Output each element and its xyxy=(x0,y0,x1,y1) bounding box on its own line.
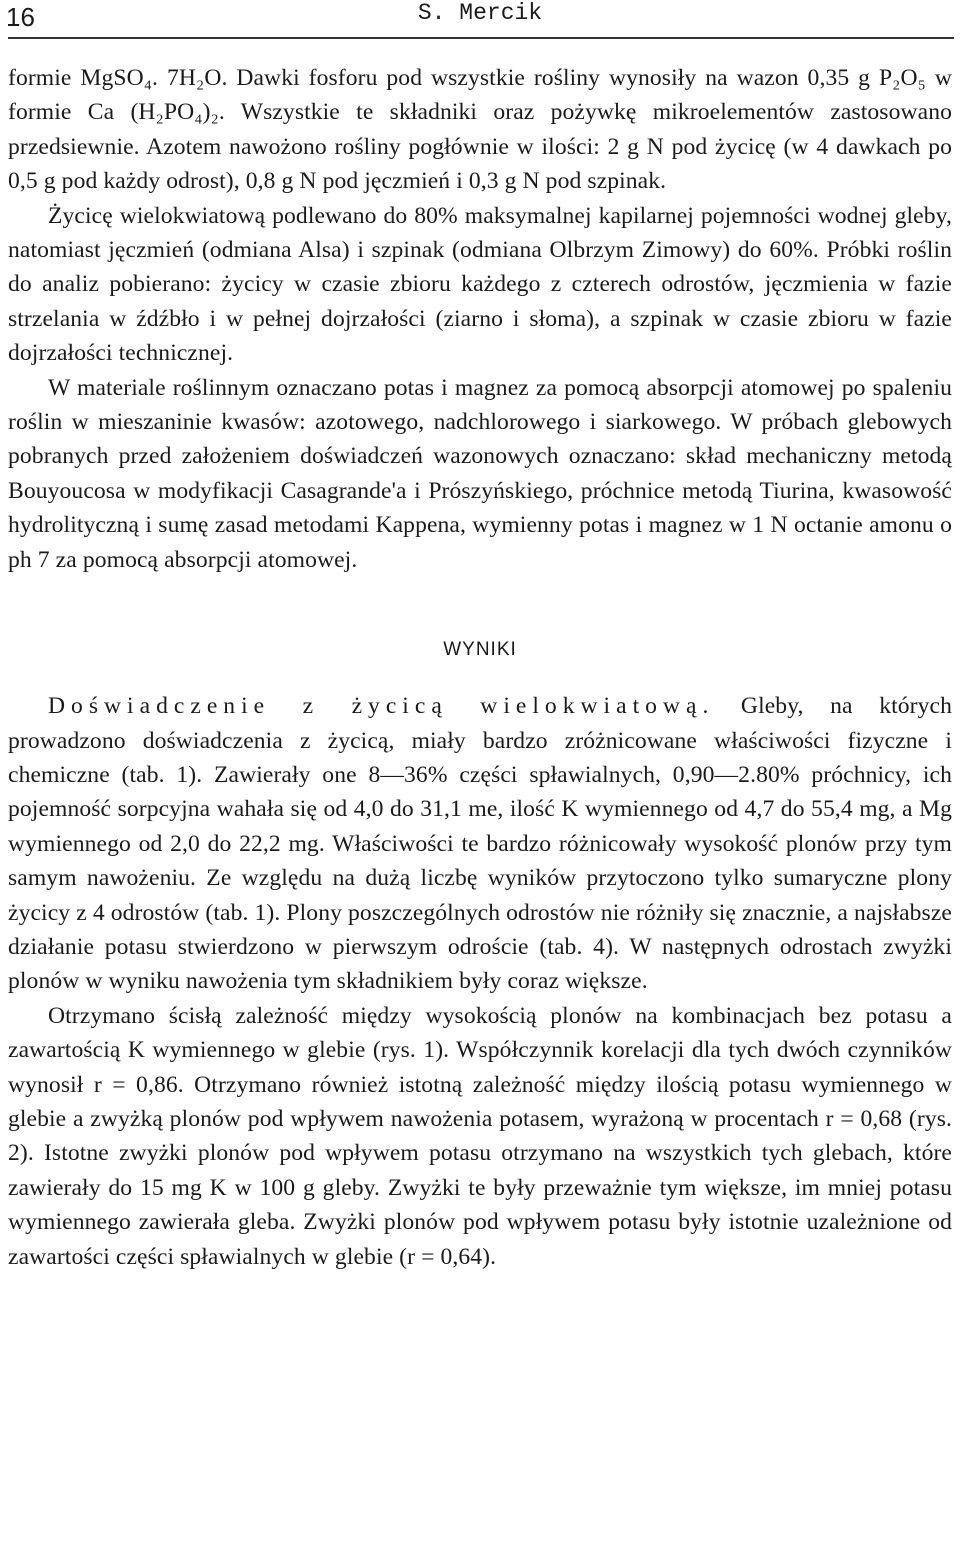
results-spaced-lead: Doświadczenie z życicą wielokwiatową. xyxy=(48,693,715,720)
page-header xyxy=(0,0,960,40)
methods-paragraph-1: formie MgSO₄. 7H₂O. Dawki fosforu pod wszystkie rośliny wynosiły na wazon 0,35 g P₂O₅ w formie Ca (H₂PO₄)₂. Wszystkie te składniki oraz pożywkę mikroelementów zastosowano przedsiewnie. Azotem nawożono rośliny pogłównie w ilości: 2 g N pod życicę (w 4 dawkach po 0,5 g pod każdy odrost), 0,8 g N pod jęczmień i 0,3 g N pod szpinak. xyxy=(8,65,952,195)
results-paragraph-1 xyxy=(8,689,952,999)
results-paragraph-1-text: Gleby, na których prowadzono doświadczenia z życicą, miały bardzo zróżnicowane właściwości fizyczne i chemiczne (tab. 1). Zawierały one 8—36% części spławialnych, 0,90—2.80% próchnicy, ich pojemność sorpcyjna wahała się od 4,0 do 31,1 me, ilość K wymiennego od 4,7 do 55,4 mg, a Mg wymiennego od 2,0 do 22,2 mg. Właściwości te bardzo różnicowały wysokość plonów przy tym samym nawożeniu. Ze względu na dużą liczbę wyników przytoczono tylko sumaryczne plony życicy z 4 odrostów (tab. 1). Plony poszczególnych odrostów nie różniły się znacznie, a najsłabsze działanie potasu stwierdzono w pierwszym odroście (tab. 4). W następnych odrostach zwyżki plonów w wyniku nawożenia tym składnikiem były coraz większe. xyxy=(8,693,952,995)
methods-paragraph-2: Życicę wielokwiatową podlewano do 80% maksymalnej kapilarnej pojemności wodnej gleby, natomiast jęczmień (odmiana Alsa) i szpinak (odmiana Olbrzym Zimowy) do 60%. Próbki roślin do analiz pobierano: życicy w czasie zbioru każdego z czterech odrostów, jęczmienia w fazie strzelania w źdźbło i w pełnej dojrzałości (ziarno i słoma), a szpinak w czasie zbioru w fazie dojrzałości technicznej. xyxy=(8,202,952,367)
page-number: 16 xyxy=(6,2,35,32)
header-rule xyxy=(8,37,954,39)
section-spacer xyxy=(8,577,952,611)
results-paragraph-2: Otrzymano ścisłą zależność między wysokością plonów na kombinacjach bez potasu a zawartością K wymiennego w glebie (rys. 1). Współczynnik korelacji dla tych dwóch czynników wynosił r = 0,86. Otrzymano również istotną zależność między ilością potasu wymiennego w glebie a zwyżką plonów pod wpływem nawożenia potasem, wyrażoną w procentach r = 0,68 (rys. 2). Istotne zwyżki plonów pod wpływem potasu otrzymano na wszystkich tych glebach, które zawierały do 15 mg K w 100 g gleby. Zwyżki te były przeważnie tym większe, im mniej potasu wymiennego zawierała gleba. Zwyżki plonów pod wpływem potasu były istotnie uzależnione od zawartości części spławialnych w glebie (r = 0,64). xyxy=(8,1002,952,1270)
section-heading: WYNIKI xyxy=(443,639,517,661)
section-spacer-small xyxy=(8,611,952,633)
running-head-author: S. Mercik xyxy=(417,0,543,26)
body-text xyxy=(8,61,952,1274)
section-spacer-after-heading xyxy=(8,667,952,689)
methods-paragraph-3: W materiale roślinnym oznaczano potas i magnez za pomocą absorpcji atomowej po spaleniu roślin w mieszaninie kwasów: azotowego, nadchlorowego i siarkowego. W próbach glebowych pobranych przed założeniem doświadczeń wazonowych oznaczano: skład mechaniczny metodą Bouyoucosa w modyfikacji Casagrande'a i Prószyńskiego, próchnice metodą Tiurina, kwasowość hydrolityczną i sumę zasad metodami Kappena, wymienny potas i magnez w 1 N octanie amonu o ph 7 za pomocą absorpcji atomowej. xyxy=(8,374,952,573)
